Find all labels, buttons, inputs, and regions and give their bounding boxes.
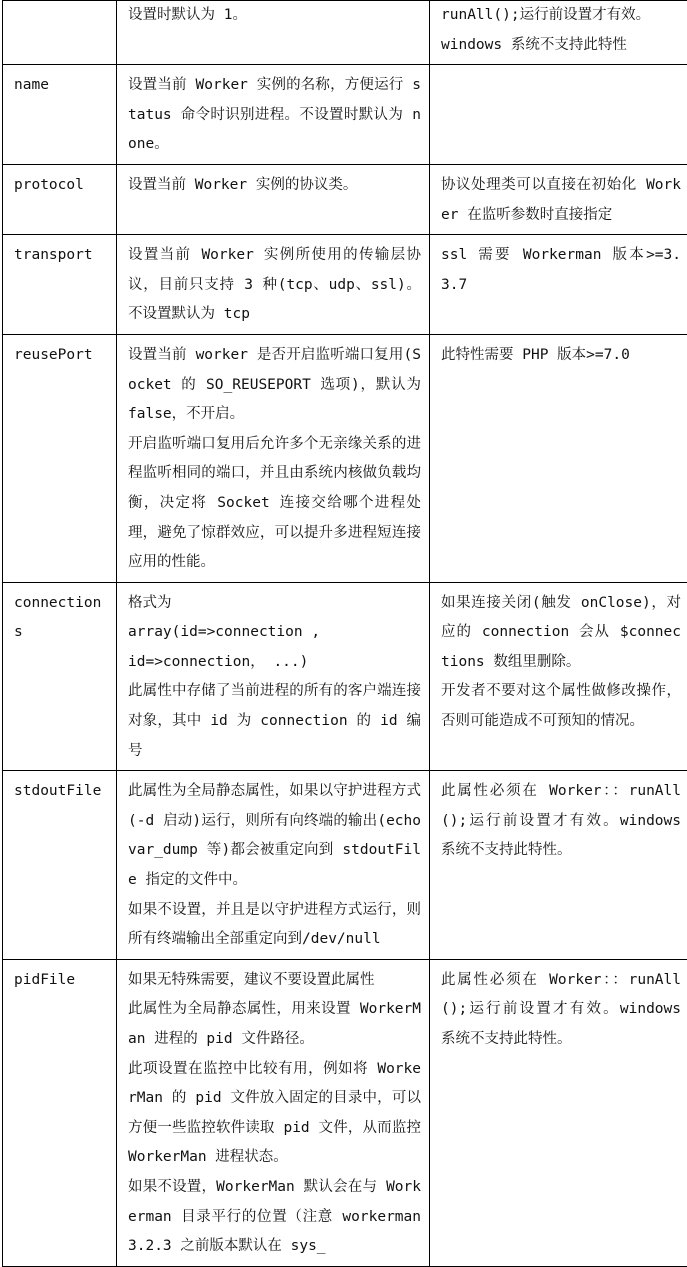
property-description: 设置当前 Worker 实例的名称，方便运行 status 命令时识别进程。不设置时默认为 none。 [117,65,430,165]
property-name: connections [3,582,117,771]
property-table [2,0,687,1267]
property-note: 如果连接关闭(触发 onClose)，对应的 connection 会从 $connections 数组里删除。 开发者不要对这个属性做修改操作，否则可能造成不可预知的情况。 [430,582,687,771]
property-note: 此属性必须在 Worker：：runAll();运行前设置才有效。windows 系统不支持此特性。 [430,771,687,960]
table-row [3,771,687,960]
property-note: 此特性需要 PHP 版本>=7.0 [430,334,687,582]
table-row [3,334,687,582]
property-note: 协议处理类可以直接在初始化 Worker 在监听参数时直接指定 [430,164,687,234]
table-row [3,1,687,65]
property-description: 设置时默认为 1。 [117,1,430,65]
property-name: name [3,65,117,165]
table-row [3,582,687,771]
property-name: transport [3,235,117,335]
property-note: 此属性必须在 Worker：：runAll();运行前设置才有效。windows 系统不支持此特性。 [430,959,687,1266]
property-name: protocol [3,164,117,234]
table-row [3,65,687,165]
property-note [430,65,687,165]
property-description: 设置当前 worker 是否开启监听端口复用(Socket 的 SO_REUSEPORT 选项)，默认为 false，不开启。 开启监听端口复用后允许多个无亲缘关系的进程监听相同的端口，并且由系统内核做负载均衡，决定将 Socket 连接交给哪个进程处理，避免了惊群效应，可以提升多进程短连接应用的性能。 [117,334,430,582]
property-description: 格式为 array(id=>connection , id=>connection， ...) 此属性中存储了当前进程的所有的客户端连接对象，其中 id 为 connection 的 id 编号 [117,582,430,771]
property-name: reusePort [3,334,117,582]
property-note: ssl 需要 Workerman 版本>=3.3.7 [430,235,687,335]
property-description: 设置当前 Worker 实例的协议类。 [117,164,430,234]
property-description: 设置当前 Worker 实例所使用的传输层协议，目前只支持 3 种(tcp、udp、ssl)。不设置默认为 tcp [117,235,430,335]
property-description: 此属性为全局静态属性，如果以守护进程方式(-d 启动)运行，则所有向终端的输出(echo var_dump 等)都会被重定向到 stdoutFile 指定的文件中。 如果不设置，并且是以守护进程方式运行，则所有终端输出全部重定向到/dev/null [117,771,430,960]
property-description: 如果无特殊需要，建议不要设置此属性 此属性为全局静态属性，用来设置 WorkerMan 进程的 pid 文件路径。 此项设置在监控中比较有用，例如将 WorkerMan 的 pid 文件放入固定的目录中，可以方便一些监控软件读取 pid 文件，从而监控 WorkerMan 进程状态。 如果不设置，WorkerMan 默认会在与 Workerman 目录平行的位置（注意 workerman3.2.3 之前版本默认在 sys_ [117,959,430,1266]
table-row [3,164,687,234]
table-row [3,959,687,1266]
property-name [3,1,117,65]
property-note: runAll();运行前设置才有效。 windows 系统不支持此特性 [430,1,687,65]
property-name: pidFile [3,959,117,1266]
property-name: stdoutFile [3,771,117,960]
table-row [3,235,687,335]
